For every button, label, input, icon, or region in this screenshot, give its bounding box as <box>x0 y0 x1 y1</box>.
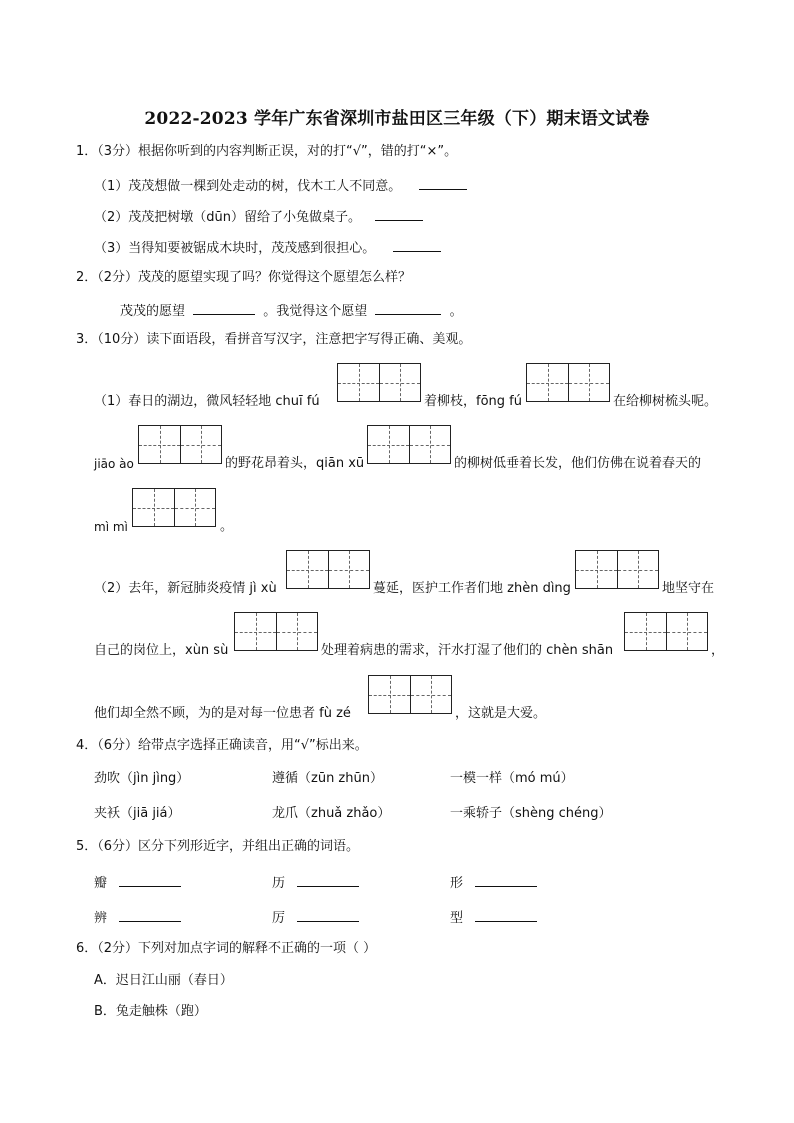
q3-p2-f: ， <box>711 643 725 658</box>
grid-cell[interactable] <box>368 426 409 463</box>
q5-blank[interactable] <box>297 872 359 887</box>
q3-p1-g: mì mì <box>94 520 128 534</box>
q5-item <box>272 872 359 893</box>
q5-char: 瓣 <box>94 876 108 891</box>
q1-item-1 <box>94 175 467 196</box>
q3-p1-c: 在给柳树梳头呢。 <box>613 394 718 409</box>
q2-blank-2[interactable] <box>375 300 441 315</box>
writing-grid-jixu[interactable] <box>286 550 370 589</box>
q1-item-2 <box>94 206 423 227</box>
q2-answer-line <box>120 300 463 321</box>
q5-blank[interactable] <box>119 907 181 922</box>
q5-blank[interactable] <box>119 872 181 887</box>
q2-blank-1[interactable] <box>193 300 255 315</box>
q5-char: 历 <box>272 876 286 891</box>
q4-option[interactable]: 一模一样（mó mú） <box>450 771 574 786</box>
grid-cell[interactable] <box>276 613 317 650</box>
q6-stem: 6．（2分）下列对加点字词的解释不正确的一项（ ） <box>76 941 377 956</box>
grid-cell[interactable] <box>174 489 215 526</box>
q2-part3: 。 <box>449 304 463 319</box>
q3-stem: 3．（10分）读下面语段，看拼音写汉字，注意把字写得正确、美观。 <box>76 332 472 347</box>
writing-grid-fengfu[interactable] <box>526 363 610 402</box>
grid-cell[interactable] <box>369 676 410 713</box>
q2-stem: 2．（2分）茂茂的愿望实现了吗？你觉得这个愿望怎么样？ <box>76 270 412 285</box>
q1-answer-blank-1[interactable] <box>419 175 467 190</box>
writing-grid-chenshan[interactable] <box>624 612 708 651</box>
q3-p2-h: ，这就是大爱。 <box>455 706 547 721</box>
q1-answer-blank-3[interactable] <box>393 237 441 252</box>
q5-item <box>450 872 537 893</box>
q1-item-3 <box>94 237 441 258</box>
grid-cell[interactable] <box>625 613 666 650</box>
q6-option-b[interactable]: B．兔走触株（跑） <box>94 1004 207 1019</box>
q3-p2-g: 他们却全然不顾，为的是对每一位患者 fù zé <box>94 706 351 721</box>
q5-blank[interactable] <box>475 907 537 922</box>
q5-char: 型 <box>450 911 464 926</box>
q2-part1: 茂茂的愿望 <box>120 304 186 319</box>
q3-p1-b: 着柳枝，fōng fú <box>424 394 522 409</box>
q5-blank[interactable] <box>475 872 537 887</box>
q4-option[interactable]: 遵循（zūn zhūn） <box>272 771 383 786</box>
q3-p2-a: （2）去年，新冠肺炎疫情 jì xù <box>94 581 277 596</box>
writing-grid-qianxu[interactable] <box>367 425 451 464</box>
q3-p2-c: 地坚守在 <box>662 581 715 596</box>
q5-item <box>450 907 537 928</box>
grid-cell[interactable] <box>410 676 451 713</box>
q5-char: 厉 <box>272 911 286 926</box>
grid-cell[interactable] <box>235 613 276 650</box>
writing-grid-jiaoao[interactable] <box>138 425 222 464</box>
q4-option[interactable]: 劲吹（jìn jìng） <box>94 771 190 786</box>
writing-grid-mimi[interactable] <box>132 488 216 527</box>
q1-item-1-text: （1）茂茂想做一棵到处走动的树，伐木工人不同意。 <box>94 179 402 194</box>
grid-cell[interactable] <box>379 364 420 401</box>
q1-stem: 1．（3分）根据你听到的内容判断正误，对的打“√”，错的打“×”。 <box>76 144 458 159</box>
grid-cell[interactable] <box>666 613 707 650</box>
writing-grid-fuze[interactable] <box>368 675 452 714</box>
q1-answer-blank-2[interactable] <box>375 206 423 221</box>
grid-cell[interactable] <box>139 426 180 463</box>
q3-p2-e: 处理着病患的需求，汗水打湿了他们的 chèn shān <box>321 643 614 658</box>
q5-char: 形 <box>450 876 464 891</box>
q4-stem: 4．（6分）给带点字选择正确读音，用“√”标出来。 <box>76 738 368 753</box>
grid-cell[interactable] <box>287 551 328 588</box>
writing-grid-xunsu[interactable] <box>234 612 318 651</box>
q5-item <box>272 907 359 928</box>
grid-cell[interactable] <box>328 551 369 588</box>
q4-option[interactable]: 龙爪（zhuǎ zhǎo） <box>272 806 391 821</box>
q6-option-a[interactable]: A．迟日江山丽（春日） <box>94 973 233 988</box>
grid-cell[interactable] <box>617 551 658 588</box>
grid-cell[interactable] <box>338 364 379 401</box>
q2-part2: 。我觉得这个愿望 <box>263 304 368 319</box>
writing-grid-zhending[interactable] <box>575 550 659 589</box>
q3-p1-f: 的柳树低垂着长发，他们仿佛在说着春天的 <box>454 456 702 471</box>
exam-title: 2022-2023 学年广东省深圳市盐田区三年级（下）期末语文试卷 <box>144 109 650 129</box>
grid-cell[interactable] <box>527 364 568 401</box>
q5-item <box>94 872 181 893</box>
grid-cell[interactable] <box>180 426 221 463</box>
q3-p2-b: 蔓延，医护工作者们地 zhèn dìng <box>373 581 571 596</box>
q5-char: 辨 <box>94 911 108 926</box>
writing-grid-chuifu[interactable] <box>337 363 421 402</box>
q3-p1-d: jiāo ào <box>94 457 134 471</box>
q1-item-3-text: （3）当得知要被锯成木块时，茂茂感到很担心。 <box>94 241 376 256</box>
q4-option[interactable]: 一乘轿子（shèng chéng） <box>450 806 612 821</box>
q3-p2-d: 自己的岗位上，xùn sù <box>94 643 229 658</box>
q4-option[interactable]: 夹袄（jiā jiá） <box>94 806 181 821</box>
grid-cell[interactable] <box>133 489 174 526</box>
q1-item-2-text: （2）茂茂把树墩（dūn）留给了小兔做桌子。 <box>94 210 362 225</box>
q3-p1-h: 。 <box>220 519 234 534</box>
grid-cell[interactable] <box>568 364 609 401</box>
q3-p1-a: （1）春日的湖边，微风轻轻地 chuī fú <box>94 394 320 409</box>
grid-cell[interactable] <box>409 426 450 463</box>
q5-stem: 5．（6分）区分下列形近字，并组出正确的词语。 <box>76 839 360 854</box>
q5-blank[interactable] <box>297 907 359 922</box>
q3-p1-e: 的野花昂着头，qiān xū <box>225 456 365 471</box>
q5-item <box>94 907 181 928</box>
grid-cell[interactable] <box>576 551 617 588</box>
